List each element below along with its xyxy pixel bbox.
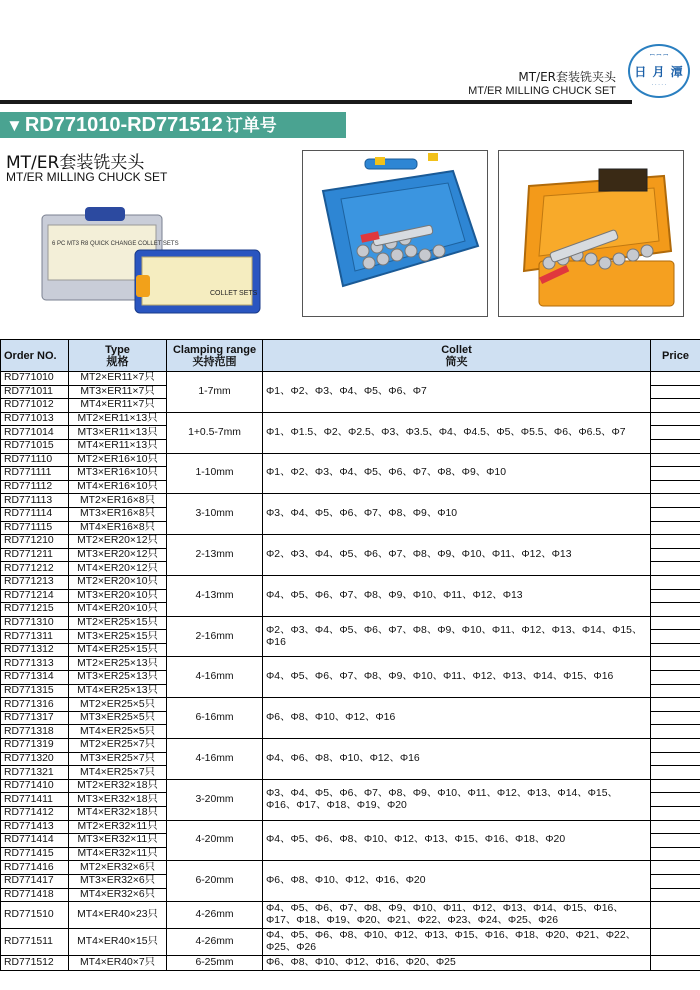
type-cell: MT3×ER32×11只 [69, 834, 167, 848]
collet-cell: Φ6、Φ8、Φ10、Φ12、Φ16、Φ20 [263, 861, 651, 902]
order-number-cell: RD771113 [1, 494, 69, 508]
order-number-cell: RD771111 [1, 467, 69, 481]
order-number-cell: RD771010 [1, 372, 69, 386]
price-cell [651, 562, 700, 576]
price-cell [651, 657, 700, 671]
table-row [1, 739, 700, 753]
order-number-cell: RD771015 [1, 439, 69, 453]
clamping-range-cell: 2-13mm [167, 535, 263, 576]
col-header-range [167, 340, 263, 372]
price-cell [651, 575, 700, 589]
type-cell: MT4×ER20×12只 [69, 562, 167, 576]
col-header-range-en: Clamping range [172, 343, 257, 356]
type-cell: MT2×ER16×8只 [69, 494, 167, 508]
type-cell: MT3×ER25×7只 [69, 752, 167, 766]
price-cell [651, 616, 700, 630]
price-cell [651, 412, 700, 426]
price-cell [651, 711, 700, 725]
collet-cell: Φ4、Φ5、Φ6、Φ7、Φ8、Φ9、Φ10、Φ11、Φ12、Φ13、Φ14、Φ15、Φ16、Φ17、Φ18、Φ19、Φ20、Φ21、Φ22、Φ23、Φ24、Φ25、Φ26 [263, 902, 651, 929]
order-range-suffix: 订单号 [225, 116, 277, 135]
table-row [1, 616, 700, 630]
col-header-type-en: Type [105, 343, 130, 356]
orange-case-illustration [499, 151, 684, 317]
price-cell [651, 684, 700, 698]
blue-case-illustration [303, 151, 488, 317]
type-cell: MT3×ER16×8只 [69, 507, 167, 521]
order-number-cell: RD771418 [1, 888, 69, 902]
price-cell [651, 752, 700, 766]
collet-cell: Φ4、Φ6、Φ8、Φ10、Φ12、Φ16 [263, 739, 651, 780]
col-header-range-cn: 夹持范围 [192, 355, 237, 368]
clamping-range-cell: 1-10mm [167, 453, 263, 494]
price-cell [651, 548, 700, 562]
price-cell [651, 494, 700, 508]
order-number-cell: RD771112 [1, 480, 69, 494]
table-row [1, 698, 700, 712]
table-row [1, 902, 700, 929]
type-cell: MT2×ER20×10只 [69, 575, 167, 589]
product-photo-box-set [40, 205, 265, 315]
type-cell: MT2×ER32×18只 [69, 779, 167, 793]
type-cell: MT4×ER25×5只 [69, 725, 167, 739]
col-header-collet [263, 340, 651, 372]
price-cell [651, 820, 700, 834]
order-number-cell: RD771416 [1, 861, 69, 875]
order-number-cell: RD771114 [1, 507, 69, 521]
collet-cell: Φ4、Φ5、Φ6、Φ7、Φ8、Φ9、Φ10、Φ11、Φ12、Φ13 [263, 575, 651, 616]
table-row [1, 657, 700, 671]
col-header-type-cn: 规格 [106, 355, 129, 368]
price-cell [651, 902, 700, 929]
product-title-cn: MT/ER套装铣夹头 [6, 153, 145, 173]
price-cell [651, 807, 700, 821]
table-row [1, 956, 700, 971]
order-number-cell: RD771411 [1, 793, 69, 807]
clamping-range-cell: 1+0.5-7mm [167, 412, 263, 453]
type-cell: MT3×ER25×13只 [69, 671, 167, 685]
order-number-cell: RD771215 [1, 603, 69, 617]
table-row [1, 929, 700, 956]
order-range-label: RD771010-RD771512 [24, 114, 223, 136]
type-cell: MT4×ER32×18只 [69, 807, 167, 821]
type-cell: MT4×ER25×13只 [69, 684, 167, 698]
type-cell: MT2×ER11×13只 [69, 412, 167, 426]
type-cell: MT2×ER25×15只 [69, 616, 167, 630]
order-number-cell: RD771311 [1, 630, 69, 644]
price-cell [651, 888, 700, 902]
type-cell: MT3×ER20×10只 [69, 589, 167, 603]
price-cell [651, 535, 700, 549]
table-row [1, 535, 700, 549]
type-cell: MT2×ER25×5只 [69, 698, 167, 712]
price-cell [651, 603, 700, 617]
type-cell: MT3×ER20×12只 [69, 548, 167, 562]
clamping-range-cell: 2-16mm [167, 616, 263, 657]
table-row [1, 494, 700, 508]
table-row [1, 779, 700, 793]
type-cell: MT3×ER16×10只 [69, 467, 167, 481]
type-cell: MT3×ER11×13只 [69, 426, 167, 440]
collet-cell: Φ4、Φ5、Φ6、Φ8、Φ10、Φ12、Φ13、Φ15、Φ16、Φ18、Φ20 [263, 820, 651, 861]
logo-text: 日 月 潭 [634, 65, 684, 79]
price-cell [651, 698, 700, 712]
price-cell [651, 766, 700, 780]
type-cell: MT4×ER16×10只 [69, 480, 167, 494]
order-number-cell: RD771413 [1, 820, 69, 834]
order-number-cell: RD771510 [1, 902, 69, 929]
clamping-range-cell: 4-13mm [167, 575, 263, 616]
table-row [1, 820, 700, 834]
collet-cell: Φ1、Φ1.5、Φ2、Φ2.5、Φ3、Φ3.5、Φ4、Φ4.5、Φ5、Φ5.5、Φ6、Φ6.5、Φ7 [263, 412, 651, 453]
clamping-range-cell: 3-20mm [167, 779, 263, 820]
order-number-cell: RD771310 [1, 616, 69, 630]
clamping-range-cell: 4-20mm [167, 820, 263, 861]
clamping-range-cell: 4-26mm [167, 929, 263, 956]
table-header-row [1, 340, 700, 372]
order-number-cell: RD771314 [1, 671, 69, 685]
type-cell: MT4×ER40×15只 [69, 929, 167, 956]
type-cell: MT3×ER11×7只 [69, 385, 167, 399]
collet-cell: Φ1、Φ2、Φ3、Φ4、Φ5、Φ6、Φ7、Φ8、Φ9、Φ10 [263, 453, 651, 494]
price-cell [651, 399, 700, 413]
type-cell: MT4×ER16×8只 [69, 521, 167, 535]
price-cell [651, 874, 700, 888]
order-number-cell: RD771316 [1, 698, 69, 712]
col-header-collet-cn: 筒夹 [445, 355, 468, 368]
table-body [1, 372, 700, 971]
order-number-cell: RD771412 [1, 807, 69, 821]
order-number-cell: RD771318 [1, 725, 69, 739]
clamping-range-cell: 3-10mm [167, 494, 263, 535]
box-set-illustration [40, 205, 265, 315]
price-cell [651, 861, 700, 875]
type-cell: MT2×ER25×7只 [69, 739, 167, 753]
price-cell [651, 480, 700, 494]
price-cell [651, 671, 700, 685]
table-row [1, 372, 700, 386]
order-number-cell: RD771312 [1, 643, 69, 657]
order-number-cell: RD771110 [1, 453, 69, 467]
order-number-cell: RD771317 [1, 711, 69, 725]
order-number-cell: RD771013 [1, 412, 69, 426]
product-photo-blue-case [302, 150, 488, 317]
price-cell [651, 739, 700, 753]
price-cell [651, 956, 700, 971]
clamping-range-cell: 4-16mm [167, 739, 263, 780]
order-number-cell: RD771115 [1, 521, 69, 535]
order-number-cell: RD771410 [1, 779, 69, 793]
clamping-range-cell: 1-7mm [167, 372, 263, 413]
type-cell: MT2×ER25×13只 [69, 657, 167, 671]
type-cell: MT4×ER11×13只 [69, 439, 167, 453]
type-cell: MT4×ER25×7只 [69, 766, 167, 780]
page-header [0, 0, 700, 104]
clamping-range-cell: 6-25mm [167, 956, 263, 971]
price-cell [651, 793, 700, 807]
price-cell [651, 589, 700, 603]
col-header-type [69, 340, 167, 372]
header-rule [0, 100, 632, 104]
price-cell [651, 779, 700, 793]
order-number-cell: RD771211 [1, 548, 69, 562]
logo-arc-top: ꟷ ꟷ ꟷ [649, 52, 669, 59]
order-number-cell: RD771417 [1, 874, 69, 888]
collet-cell: Φ1、Φ2、Φ3、Φ4、Φ5、Φ6、Φ7 [263, 372, 651, 413]
price-cell [651, 453, 700, 467]
product-title-en: MT/ER MILLING CHUCK SET [6, 170, 168, 184]
type-cell: MT2×ER16×10只 [69, 453, 167, 467]
type-cell: MT4×ER32×11只 [69, 847, 167, 861]
collet-cell: Φ2、Φ3、Φ4、Φ5、Φ6、Φ7、Φ8、Φ9、Φ10、Φ11、Φ12、Φ13、Φ14、Φ15、Φ16 [263, 616, 651, 657]
price-cell [651, 372, 700, 386]
type-cell: MT2×ER20×12只 [69, 535, 167, 549]
type-cell: MT2×ER32×6只 [69, 861, 167, 875]
price-cell [651, 426, 700, 440]
table-row [1, 575, 700, 589]
price-cell [651, 834, 700, 848]
price-cell [651, 630, 700, 644]
type-cell: MT4×ER40×7只 [69, 956, 167, 971]
price-cell [651, 725, 700, 739]
clamping-range-cell: 4-26mm [167, 902, 263, 929]
price-cell [651, 643, 700, 657]
collet-cell: Φ4、Φ5、Φ6、Φ7、Φ8、Φ9、Φ10、Φ11、Φ12、Φ13、Φ14、Φ15、Φ16 [263, 657, 651, 698]
price-cell [651, 385, 700, 399]
price-cell [651, 929, 700, 956]
type-cell: MT2×ER32×11只 [69, 820, 167, 834]
order-number-cell: RD771210 [1, 535, 69, 549]
type-cell: MT3×ER25×5只 [69, 711, 167, 725]
price-cell [651, 507, 700, 521]
clamping-range-cell: 6-16mm [167, 698, 263, 739]
order-number-cell: RD771313 [1, 657, 69, 671]
price-cell [651, 439, 700, 453]
col-header-price: Price [651, 340, 700, 372]
header-title-en: MT/ER MILLING CHUCK SET [468, 85, 616, 97]
order-number-cell: RD771319 [1, 739, 69, 753]
collet-cell: Φ2、Φ3、Φ4、Φ5、Φ6、Φ7、Φ8、Φ9、Φ10、Φ11、Φ12、Φ13 [263, 535, 651, 576]
collet-cell: Φ4、Φ5、Φ6、Φ8、Φ10、Φ12、Φ13、Φ15、Φ16、Φ18、Φ20、Φ21、Φ22、Φ25、Φ26 [263, 929, 651, 956]
order-number-cell: RD771320 [1, 752, 69, 766]
order-number-cell: RD771511 [1, 929, 69, 956]
col-header-collet-en: Collet [441, 343, 472, 356]
col-header-order: Order NO. [1, 340, 69, 372]
header-title-cn: MT/ER套装铣夹头 [518, 70, 616, 84]
brand-logo [628, 44, 690, 98]
product-photo-orange-case [498, 150, 684, 317]
order-number-cell: RD771321 [1, 766, 69, 780]
type-cell: MT3×ER32×6只 [69, 874, 167, 888]
box-label-text-2: COLLET SETS [210, 290, 258, 297]
order-number-cell: RD771213 [1, 575, 69, 589]
logo-arc-bottom: · · · · · [651, 82, 667, 88]
order-number-cell: RD771014 [1, 426, 69, 440]
price-cell [651, 467, 700, 481]
type-cell: MT3×ER25×15只 [69, 630, 167, 644]
price-cell [651, 847, 700, 861]
table-row [1, 861, 700, 875]
type-cell: MT2×ER11×7只 [69, 372, 167, 386]
type-cell: MT4×ER25×15只 [69, 643, 167, 657]
order-number-cell: RD771012 [1, 399, 69, 413]
collet-cell: Φ6、Φ8、Φ10、Φ12、Φ16 [263, 698, 651, 739]
order-number-cell: RD771212 [1, 562, 69, 576]
collet-cell: Φ3、Φ4、Φ5、Φ6、Φ7、Φ8、Φ9、Φ10 [263, 494, 651, 535]
spec-table [0, 339, 700, 971]
collet-cell: Φ6、Φ8、Φ10、Φ12、Φ16、Φ20、Φ25 [263, 956, 651, 971]
order-number-cell: RD771414 [1, 834, 69, 848]
type-cell: MT3×ER32×18只 [69, 793, 167, 807]
order-number-cell: RD771415 [1, 847, 69, 861]
type-cell: MT4×ER40×23只 [69, 902, 167, 929]
table-row [1, 453, 700, 467]
type-cell: MT4×ER32×6只 [69, 888, 167, 902]
box-label-text: 6 PC MT3 R8 QUICK CHANGE COLLET SETS [52, 241, 179, 247]
order-number-cell: RD771011 [1, 385, 69, 399]
triangle-down-icon: ▼ [6, 116, 23, 135]
price-cell [651, 521, 700, 535]
order-number-cell: RD771315 [1, 684, 69, 698]
order-number-cell: RD771214 [1, 589, 69, 603]
clamping-range-cell: 6-20mm [167, 861, 263, 902]
type-cell: MT4×ER11×7只 [69, 399, 167, 413]
order-number-cell: RD771512 [1, 956, 69, 971]
table-row [1, 412, 700, 426]
collet-cell: Φ3、Φ4、Φ5、Φ6、Φ7、Φ8、Φ9、Φ10、Φ11、Φ12、Φ13、Φ14、Φ15、Φ16、Φ17、Φ18、Φ19、Φ20 [263, 779, 651, 820]
clamping-range-cell: 4-16mm [167, 657, 263, 698]
order-range-band [0, 112, 346, 138]
type-cell: MT4×ER20×10只 [69, 603, 167, 617]
